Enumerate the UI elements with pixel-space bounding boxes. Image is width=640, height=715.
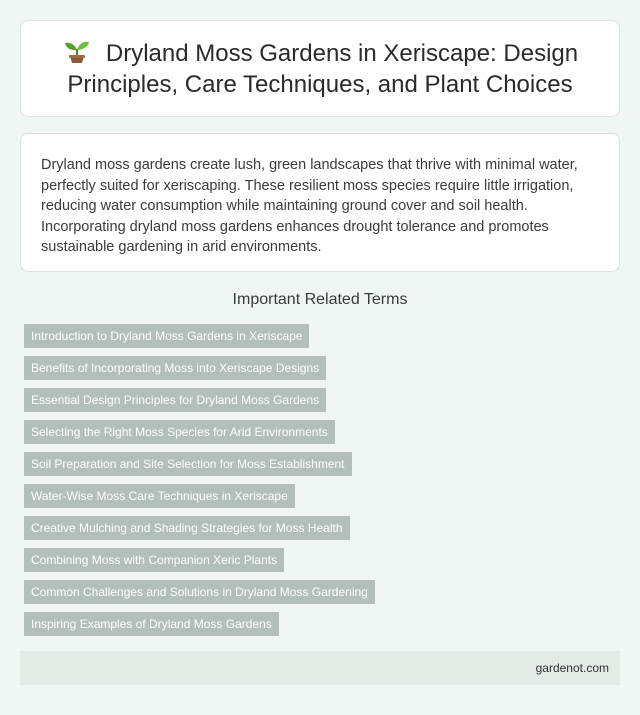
footer-bar <box>20 651 620 685</box>
footer-site-link[interactable]: gardenot.com <box>535 661 609 675</box>
related-term-link[interactable]: Introduction to Dryland Moss Gardens in Xeriscape <box>24 324 309 348</box>
page-title-text: Dryland Moss Gardens in Xeriscape: Design Principles, Care Techniques, and Plant Choices <box>67 39 579 98</box>
related-term-link[interactable]: Selecting the Right Moss Species for Arid Environments <box>24 420 335 444</box>
related-term-link[interactable]: Combining Moss with Companion Xeric Plants <box>24 548 284 572</box>
sprout-icon <box>62 38 92 64</box>
related-term-link[interactable]: Essential Design Principles for Dryland Moss Gardens <box>24 388 326 412</box>
related-term-link[interactable]: Common Challenges and Solutions in Dryland Moss Gardening <box>24 580 375 604</box>
related-terms-heading: Important Related Terms <box>232 291 408 308</box>
related-term-link[interactable]: Inspiring Examples of Dryland Moss Gardens <box>24 612 279 636</box>
intro-paragraph: Dryland moss gardens create lush, green landscapes that thrive with minimal water, perfectly suited for xeriscaping. These resilient moss species require little irrigation, reducing water consumption while maintaining ground cover and soil health. Incorporating dryland moss gardens enhances drought tolerance and promotes sustainable gardening in arid environments. <box>41 157 578 255</box>
related-term-link[interactable]: Benefits of Incorporating Moss into Xeriscape Designs <box>24 356 326 380</box>
title-card <box>20 20 620 117</box>
related-term-link[interactable]: Water-Wise Moss Care Techniques in Xeriscape <box>24 484 295 508</box>
related-term-link[interactable]: Creative Mulching and Shading Strategies for Moss Health <box>24 516 350 540</box>
related-term-link[interactable]: Soil Preparation and Site Selection for Moss Establishment <box>24 452 352 476</box>
related-terms-list <box>24 324 616 644</box>
intro-card <box>20 133 620 272</box>
page-title <box>45 38 595 100</box>
